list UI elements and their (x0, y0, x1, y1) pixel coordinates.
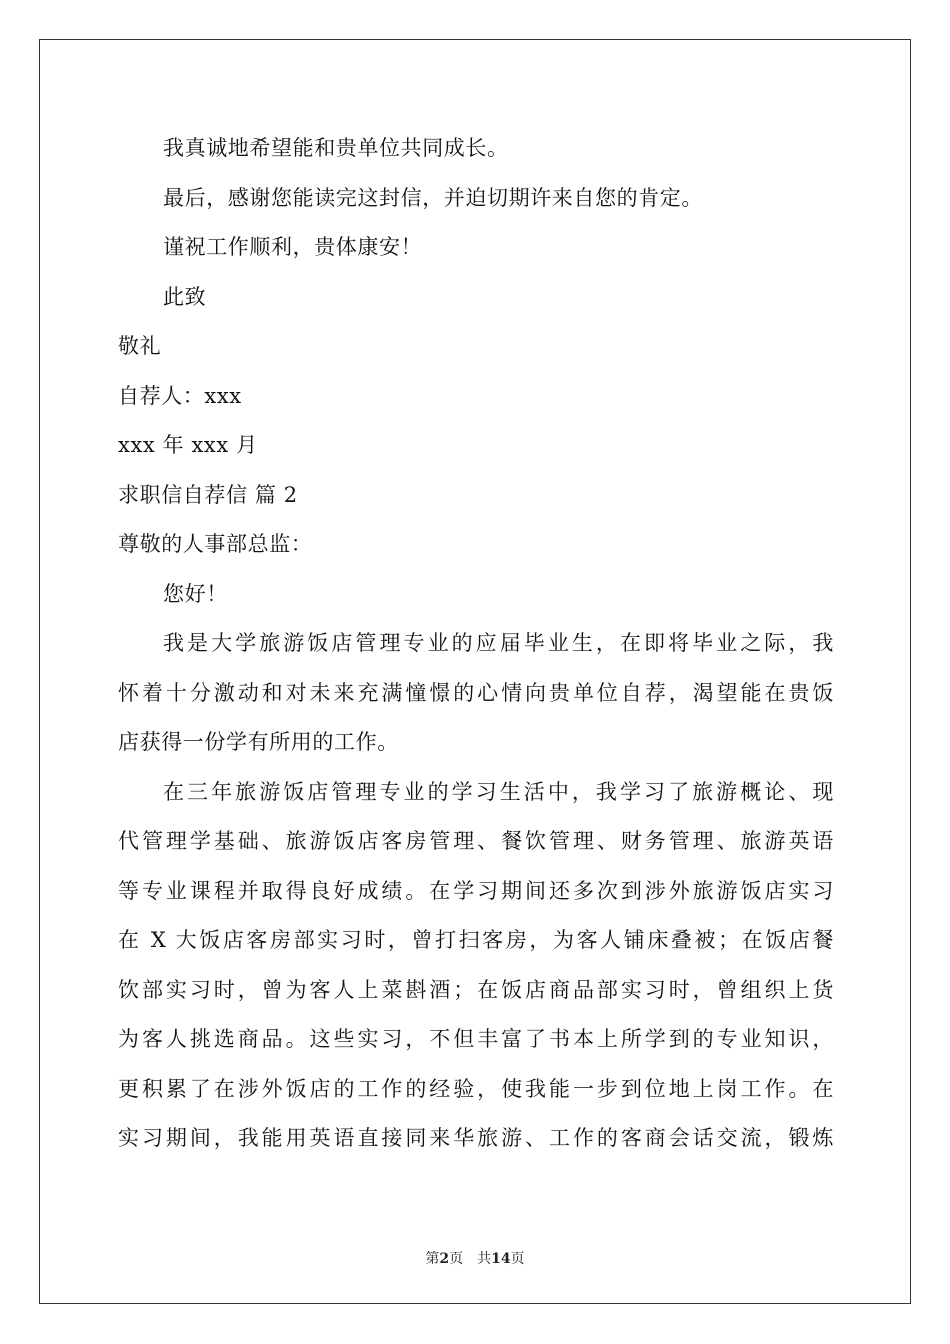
text-line: 最后，感谢您能读完这封信，并迫切期许来自您的肯定。 (163, 185, 703, 210)
letter-body (118, 124, 834, 1164)
text-line: 敬礼 (118, 334, 162, 358)
text-line: xxx 年 xxx 月 (118, 433, 258, 457)
page-footer (0, 1248, 950, 1268)
text-line: 为客人挑选商品。这些实习，不但丰富了书本上所学到的专业知识， (118, 1027, 834, 1051)
text-line: 自荐人：xxx (118, 383, 242, 408)
text-line: 谨祝工作顺利，贵体康安！ (163, 235, 423, 259)
text-line: 更积累了在涉外饭店的工作的经验，使我能一步到位地上岗工作。在 (118, 1076, 834, 1101)
text-line: 等专业课程并取得良好成绩。在学习期间还多次到涉外旅游饭店实习 (118, 878, 834, 903)
text-line: 店获得一份学有所用的工作。 (118, 730, 399, 754)
text-line: 尊敬的人事部总监： (118, 532, 313, 556)
text-line: 怀着十分激动和对未来充满憧憬的心情向贵单位自荐，渴望能在贵饭 (118, 680, 834, 705)
text-line: 您好！ (163, 581, 228, 606)
text-line: 在三年旅游饭店管理专业的学习生活中，我学习了旅游概论、现 (163, 779, 834, 804)
footer-page-prefix: 第 (425, 1251, 440, 1267)
footer-total-prefix: 共 (477, 1251, 492, 1267)
text-line: 实习期间，我能用英语直接同来华旅游、工作的客商会话交流，锻炼 (118, 1126, 834, 1150)
text-line: 此致 (163, 284, 207, 309)
text-line: 我是大学旅游饭店管理专业的应届毕业生，在即将毕业之际，我 (163, 631, 834, 655)
text-line: 在 X 大饭店客房部实习时，曾打扫客房，为客人铺床叠被；在饭店餐 (118, 928, 834, 952)
text-line: 我真诚地希望能和贵单位共同成长。 (163, 136, 509, 160)
footer-total-pages: 14 (491, 1251, 511, 1267)
text-line: 饮部实习时，曾为客人上菜斟酒；在饭店商品部实习时，曾组织上货 (118, 977, 834, 1002)
text-line: 求职信自荐信 篇 2 (118, 482, 298, 507)
footer-page-number: 2 (439, 1251, 450, 1267)
footer-total-suffix: 页 (510, 1251, 525, 1267)
text-line: 代管理学基础、旅游饭店客房管理、餐饮管理、财务管理、旅游英语 (118, 829, 834, 853)
footer-page-suffix: 页 (449, 1251, 464, 1267)
